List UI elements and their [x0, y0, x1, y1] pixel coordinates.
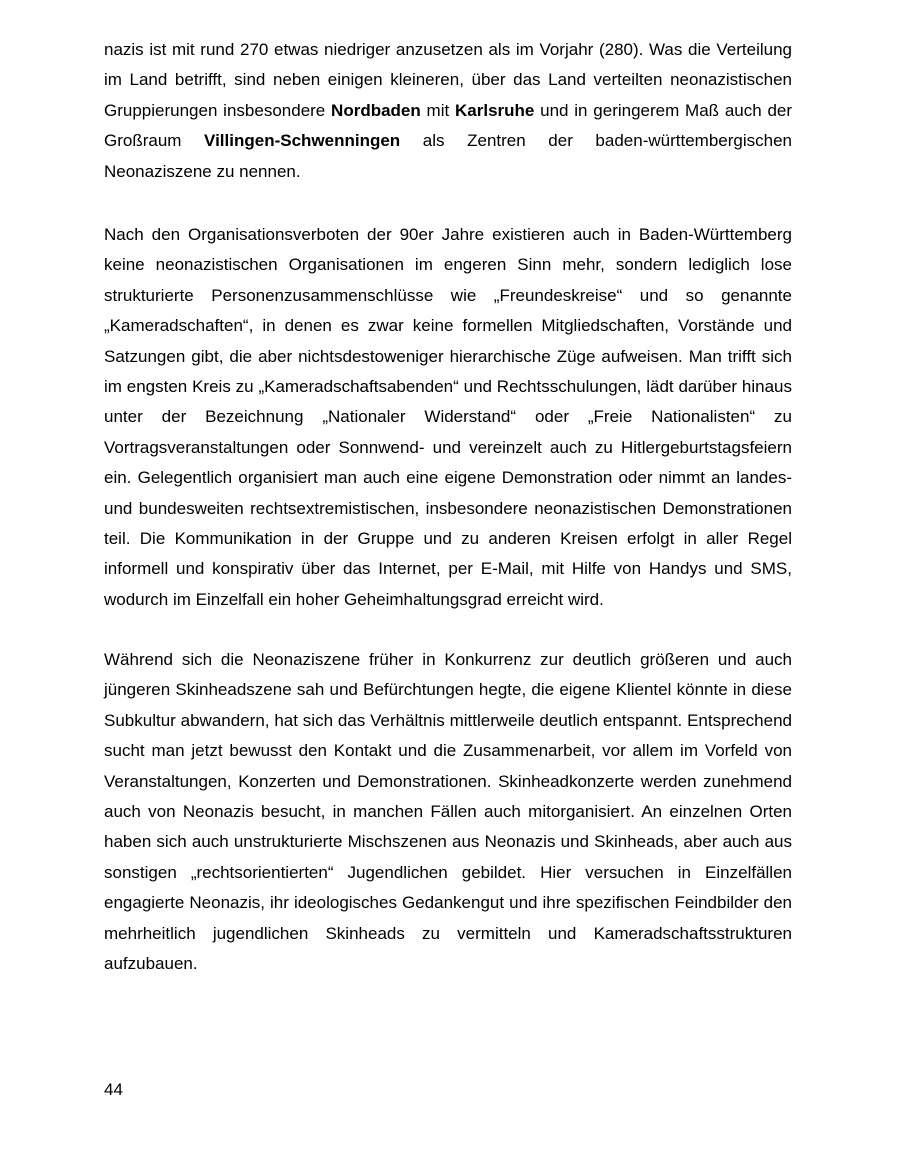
page-number: 44	[104, 1080, 123, 1099]
region-nordbaden: Nordbaden	[331, 100, 421, 120]
paragraph-skinhead-scene: Während sich die Neonaziszene früher in Konkurrenz zur deutlich größeren und auch jüngeren Skinheadszene sah und Befürchtungen hegte, die eigene Klientel könnte in diese Subkultur abwandern, hat sich das Verhältnis mittlerweile deutlich entspannt. Entsprechend sucht man jetzt bewusst den Kontakt und die Zusammenarbeit, vor allem im Vorfeld von Veranstaltungen, Konzerten und Demonstrationen. Skinheadkonzerte werden zunehmend auch von Neonazis besucht, in manchen Fällen auch mitorganisiert. An einzelnen Orten haben sich auch unstrukturierte Mischszenen aus Neonazis und Skinheads, aber auch aus sonstigen „rechtsorientierten“ Jugendlichen gebildet. Hier versuchen in Einzelfällen engagierte Neonazis, ihr ideologisches Gedankengut und ihre spezifischen Feindbilder den mehrheitlich jugendlichen Skinheads zu vermitteln und Kameradschaftsstrukturen aufzubauen.	[104, 650, 792, 974]
city-karlsruhe: Karlsruhe	[455, 100, 535, 120]
paragraph1-text-2: mit	[420, 100, 455, 120]
paragraph-organisation-structures: Nach den Organisationsverboten der 90er Jahre existieren auch in Baden-Württemberg keine neonazistischen Organisationen im engeren Sinn mehr, sondern lediglich lose strukturierte Personenzusammenschlüsse wie „Freundeskreise“ und so genannte „Kameradschaften“, in denen es zwar keine formellen Mitgliedschaften, Vorstände und Satzungen gibt, die aber nichtsdestoweniger hierarchische Züge aufweisen. Man trifft sich im engsten Kreis zu „Kameradschaftsabenden“ und Rechtsschulungen, lädt darüber hinaus unter der Bezeichnung „Nationaler Widerstand“ oder „Freie Nationalisten“ zu Vortragsveranstaltungen oder Sonnwend- und vereinzelt auch zu Hitlergeburtstagsfeiern ein. Gelegentlich organisiert man auch eine eigene Demonstration oder nimmt an landes- und bundesweiten rechtsextremistischen, insbesondere neonazistischen Demonstrationen teil. Die Kommunikation in der Gruppe und zu anderen Kreisen erfolgt in aller Regel informell und konspirativ über das Internet, per E-Mail, mit Hilfe von Handys und SMS, wodurch im Einzelfall ein hoher Geheimhaltungsgrad erreicht wird.	[104, 225, 792, 609]
paragraph1-text-3: und in geringerem Maß auch der Großraum	[104, 100, 793, 151]
paragraph1-text-4: als Zentren der baden-württembergischen Neonaziszene zu nennen.	[104, 131, 792, 181]
region-villingen-schwenningen: Villingen-Schwenningen	[204, 131, 401, 151]
paragraph1-text-1: nazis ist mit rund 270 etwas niedriger anzusetzen als im Vorjahr (280). Was die Verteilung im Land betrifft, sind neben einigen kleineren, über das Land verteilten neonazistischen Gruppierungen insbesondere	[104, 40, 792, 120]
paragraph-neonazi-distribution	[104, 35, 792, 187]
